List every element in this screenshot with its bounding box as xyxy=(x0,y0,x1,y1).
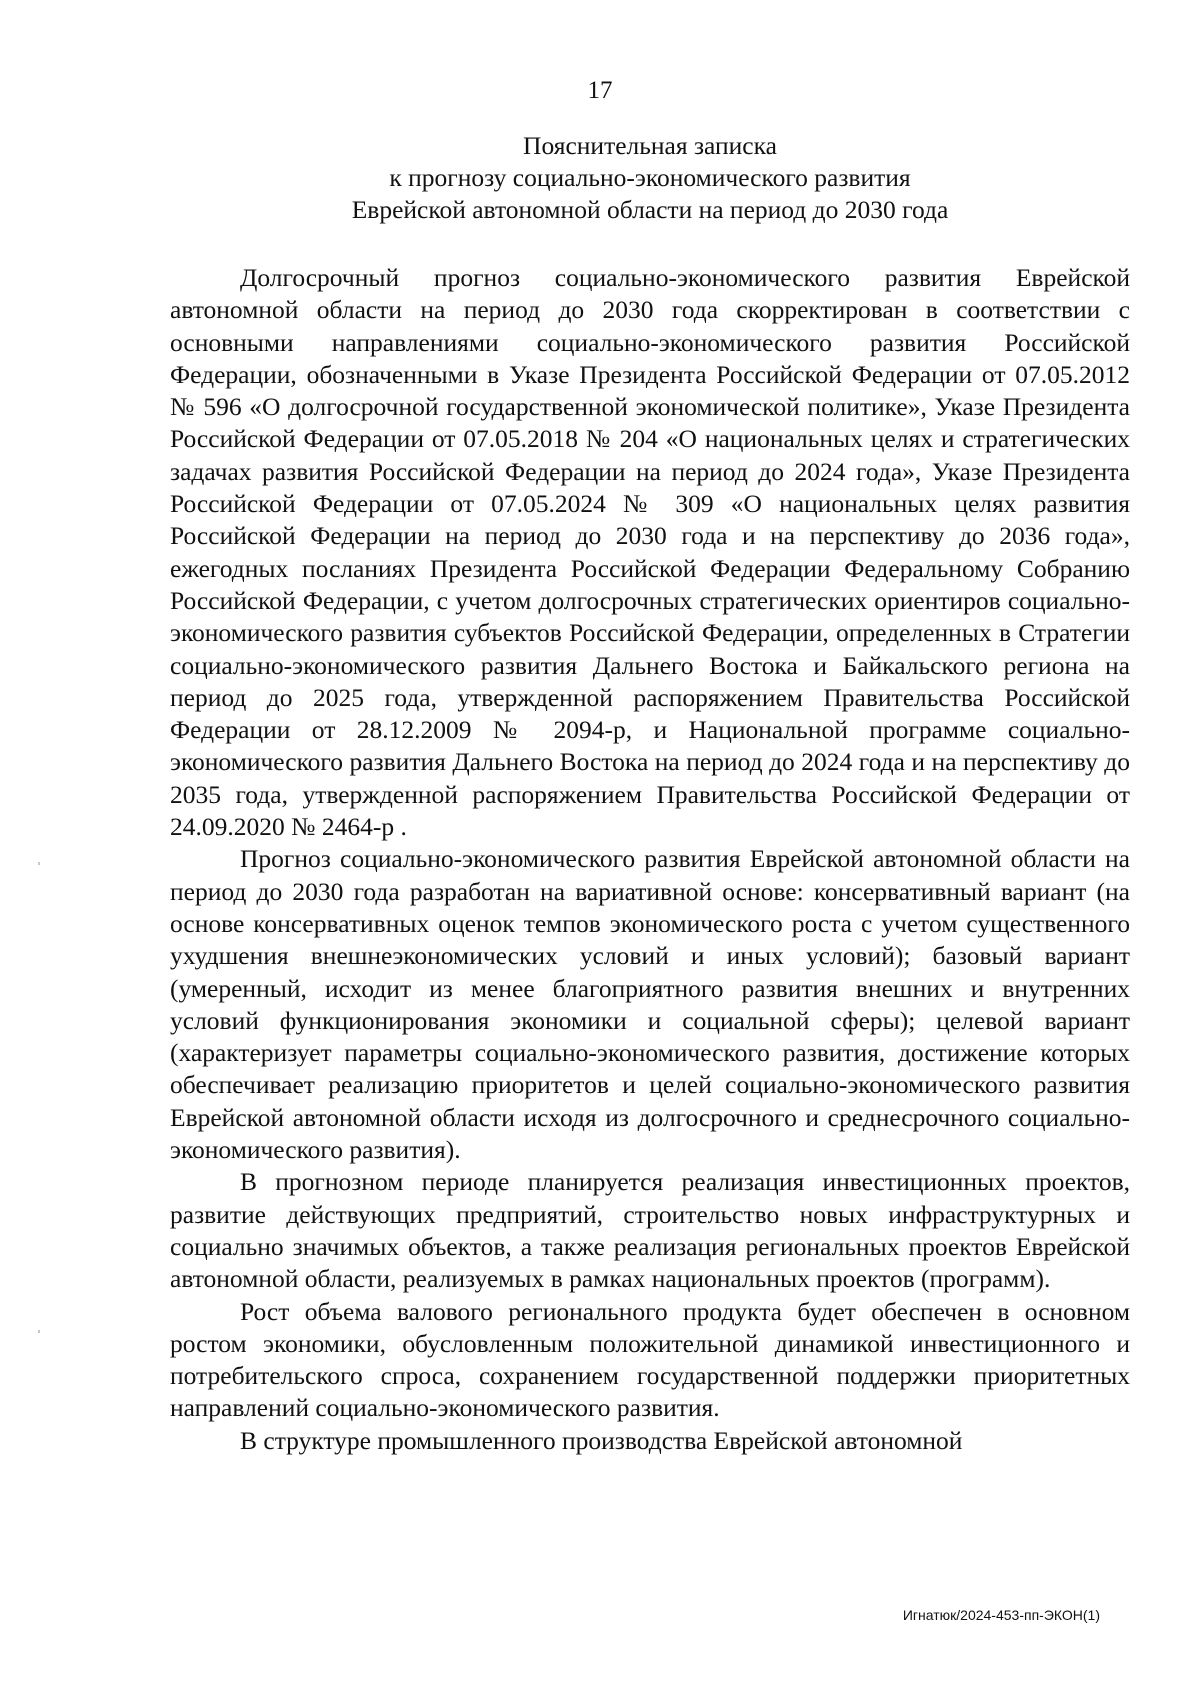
title-line-2: к прогнозу социально-экономического развития xyxy=(389,163,911,192)
scan-mark xyxy=(38,1330,40,1333)
document-footer-code: Игнатюк/2024-453-пп-ЭКОН(1) xyxy=(902,1607,1100,1623)
paragraph-5: В структуре промышленного производства Еврейской автономной xyxy=(240,1425,963,1455)
paragraph-1: Долгосрочный прогноз социально-экономического развития Еврейской автономной области на период до 2030 года скорректирован в соответствии с основными направлениями социально-экономического развития Российской Федерации, обозначенными в Указе Президента Российской Федерации от 07.05.2012 № 596 «О долгосрочной государственной экономической политике», Указе Президента Российской Федерации от 07.05.2018 № 204 «О национальных целях и стратегических задачах развития Российской Федерации на период до 2024 года», Указе Президента Российской Федерации от 07.05.2024 № 309 «О национальных целях развития Российской Федерации на период до 2030 года и на перспективу до 2036 года», ежегодных посланиях Президента Российской Федерации Федеральному Собранию Российской Федерации, с учетом долгосрочных стратегических ориентиров социально-экономического развития субъектов Российской Федерации, определенных в Стратегии социально-экономического развития Дальнего Востока и Байкальского региона на период до 2025 года, утвержденной распоряжением Правительства Российской Федерации от 28.12.2009 № 2094-р, и Национальной программе социально-экономического развития Дальнего Востока на период до 2024 года и на перспективу до 2035 года, утвержденной распоряжением Правительства Российской Федерации от 24.09.2020 № 2464-р . xyxy=(170,263,1130,842)
scan-mark xyxy=(38,862,40,865)
page-number: 17 xyxy=(587,77,613,104)
body-text xyxy=(170,262,1130,1457)
paragraph-4: Рост объема валового регионального продукта будет обеспечен в основном ростом экономики, обусловленным положительной динамикой инвестиционного и потребительского спроса, сохранением государственной поддержки приоритетных направлений социально-экономического развития. xyxy=(170,1296,1130,1423)
paragraph-3: В прогнозном периоде планируется реализация инвестиционных проектов, развитие действующих предприятий, строительство новых инфраструктурных и социально значимых объектов, а также реализация региональных проектов Еврейской автономной области, реализуемых в рамках национальных проектов (программ). xyxy=(170,1167,1130,1294)
paragraph-2: Прогноз социально-экономического развития Еврейской автономной области на период до 2030 года разработан на вариативной основе: консервативный вариант (на основе консервативных оценок темпов экономического роста с учетом существенного ухудшения внешнеэкономических условий и иных условий); базовый вариант (умеренный, исходит из менее благоприятного развития внешних и внутренних условий функционирования экономики и социальной сферы); целевой вариант (характеризует параметры социально-экономического развития, достижение которых обеспечивает реализацию приоритетов и целей социально-экономического развития Еврейской автономной области исходя из долгосрочного и среднесрочного социально-экономического развития). xyxy=(170,844,1130,1165)
title-line-3: Еврейской автономной области на период до 2030 года xyxy=(351,195,949,224)
title-line-1: Пояснительная записка xyxy=(523,131,777,160)
document-title xyxy=(200,130,1100,226)
